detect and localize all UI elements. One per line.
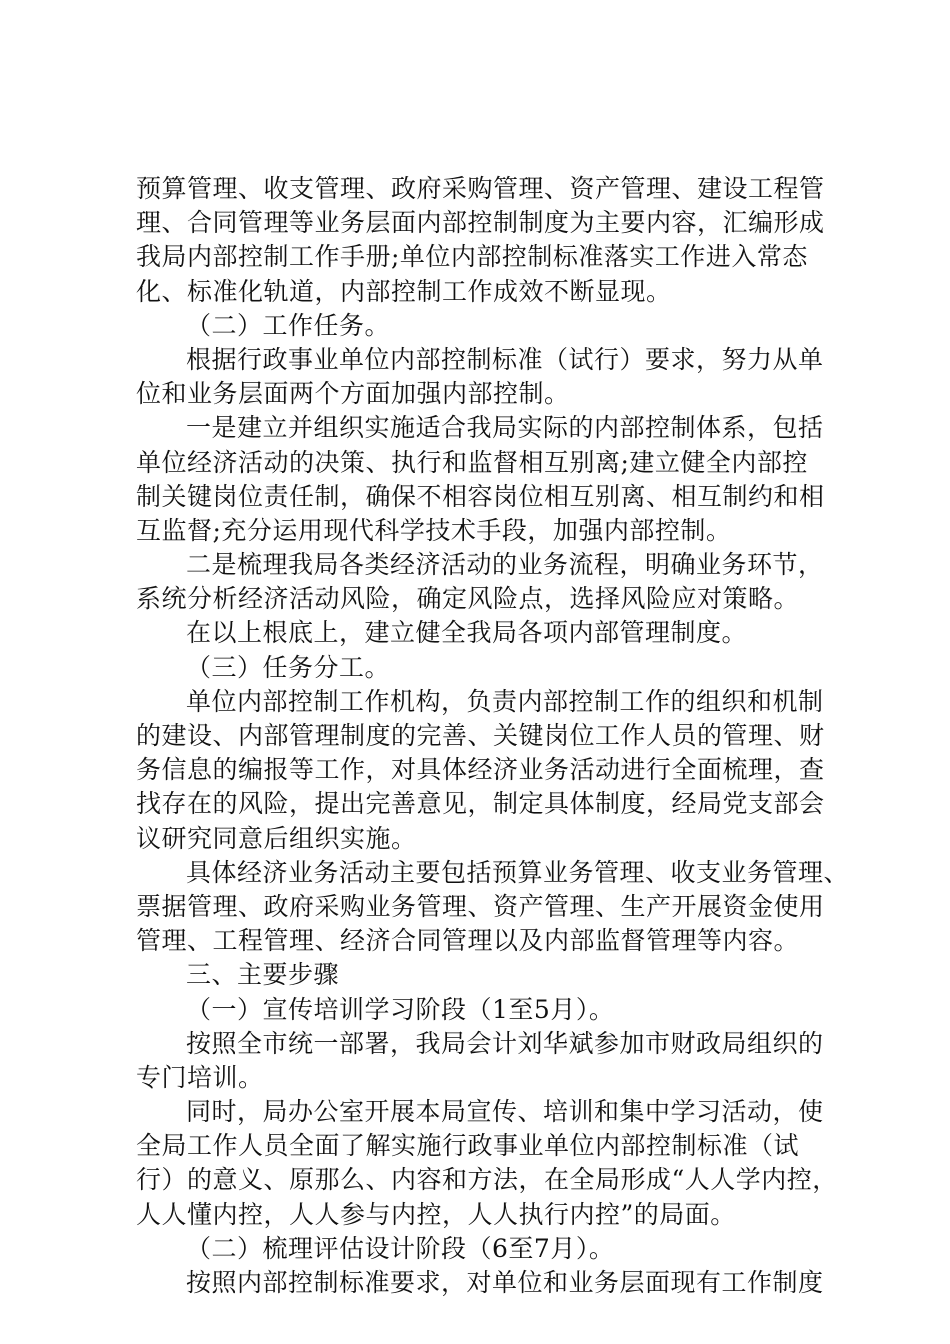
text-line: 三、主要步骤: [186, 960, 340, 990]
text-line: 具体经济业务活动主要包括预算业务管理、收支业务管理、: [186, 857, 850, 887]
text-line: 单位经济活动的决策、执行和监督相互别离;建立健全内部控: [136, 447, 808, 477]
text-line: 按照内部控制标准要求，对单位和业务层面现有工作制度: [186, 1268, 824, 1297]
text-line: 在以上根底上，建立健全我局各项内部管理制度。: [186, 618, 748, 648]
text-line: （三）任务分工。: [186, 652, 391, 682]
text-line: 议研究同意后组织实施。: [136, 823, 417, 853]
text-line: 互监督;充分运用现代科学技术手段，加强内部控制。: [136, 515, 732, 545]
text-line: 化、标准化轨道，内部控制工作成效不断显现。: [136, 276, 672, 306]
text-line: 务信息的编报等工作，对具体经济业务活动进行全面梳理，查: [136, 755, 825, 785]
text-line: 按照全市统一部署，我局会计刘华斌参加市财政局组织的: [186, 1028, 824, 1058]
text-line: 我局内部控制工作手册;单位内部控制标准落实工作进入常态: [136, 242, 808, 272]
text-line: 票据管理、政府采购业务管理、资产管理、生产开展资金使用: [136, 891, 825, 921]
text-line: 单位内部控制工作机构，负责内部控制工作的组织和机制: [186, 686, 824, 716]
text-line: 行）的意义、原那么、内容和方法，在全局形成“人人学内控，: [136, 1165, 838, 1195]
text-line: 根据行政事业单位内部控制标准（试行）要求，努力从单: [186, 344, 824, 374]
text-line: 理、合同管理等业务层面内部控制制度为主要内容，汇编形成: [136, 208, 825, 238]
text-line: 人人懂内控，人人参与内控，人人执行内控”的局面。: [136, 1199, 736, 1229]
text-line: （一）宣传培训学习阶段（1至5月）。: [186, 994, 615, 1024]
text-line: 制关键岗位责任制，确保不相容岗位相互别离、相互制约和相: [136, 481, 825, 511]
text-line: 管理、工程管理、经济合同管理以及内部监督管理等内容。: [136, 926, 800, 956]
text-line: 预算管理、收支管理、政府采购管理、资产管理、建设工程管: [136, 174, 825, 203]
document-body: [136, 172, 850, 1300]
text-line: 的建设、内部管理制度的完善、关键岗位工作人员的管理、财: [136, 721, 825, 750]
text-line: （二）工作任务。: [186, 310, 391, 340]
text-line: 一是建立并组织实施适合我局实际的内部控制体系，包括: [186, 413, 824, 443]
text-line: 全局工作人员全面了解实施行政事业单位内部控制标准（试: [136, 1131, 800, 1161]
text-line: 专门培训。: [136, 1062, 264, 1092]
text-line: 位和业务层面两个方面加强内部控制。: [136, 379, 570, 409]
text-line: 二是梳理我局各类经济活动的业务流程，明确业务环节，: [186, 550, 824, 580]
text-line: 系统分析经济活动风险，确定风险点，选择风险应对策略。: [136, 584, 800, 614]
text-line: （二）梳理评估设计阶段（6至7月）。: [186, 1233, 615, 1263]
text-line: 找存在的风险，提出完善意见，制定具体制度，经局党支部会: [136, 789, 825, 819]
text-line: 同时，局办公室开展本局宣传、培训和集中学习活动，使: [186, 1097, 824, 1127]
